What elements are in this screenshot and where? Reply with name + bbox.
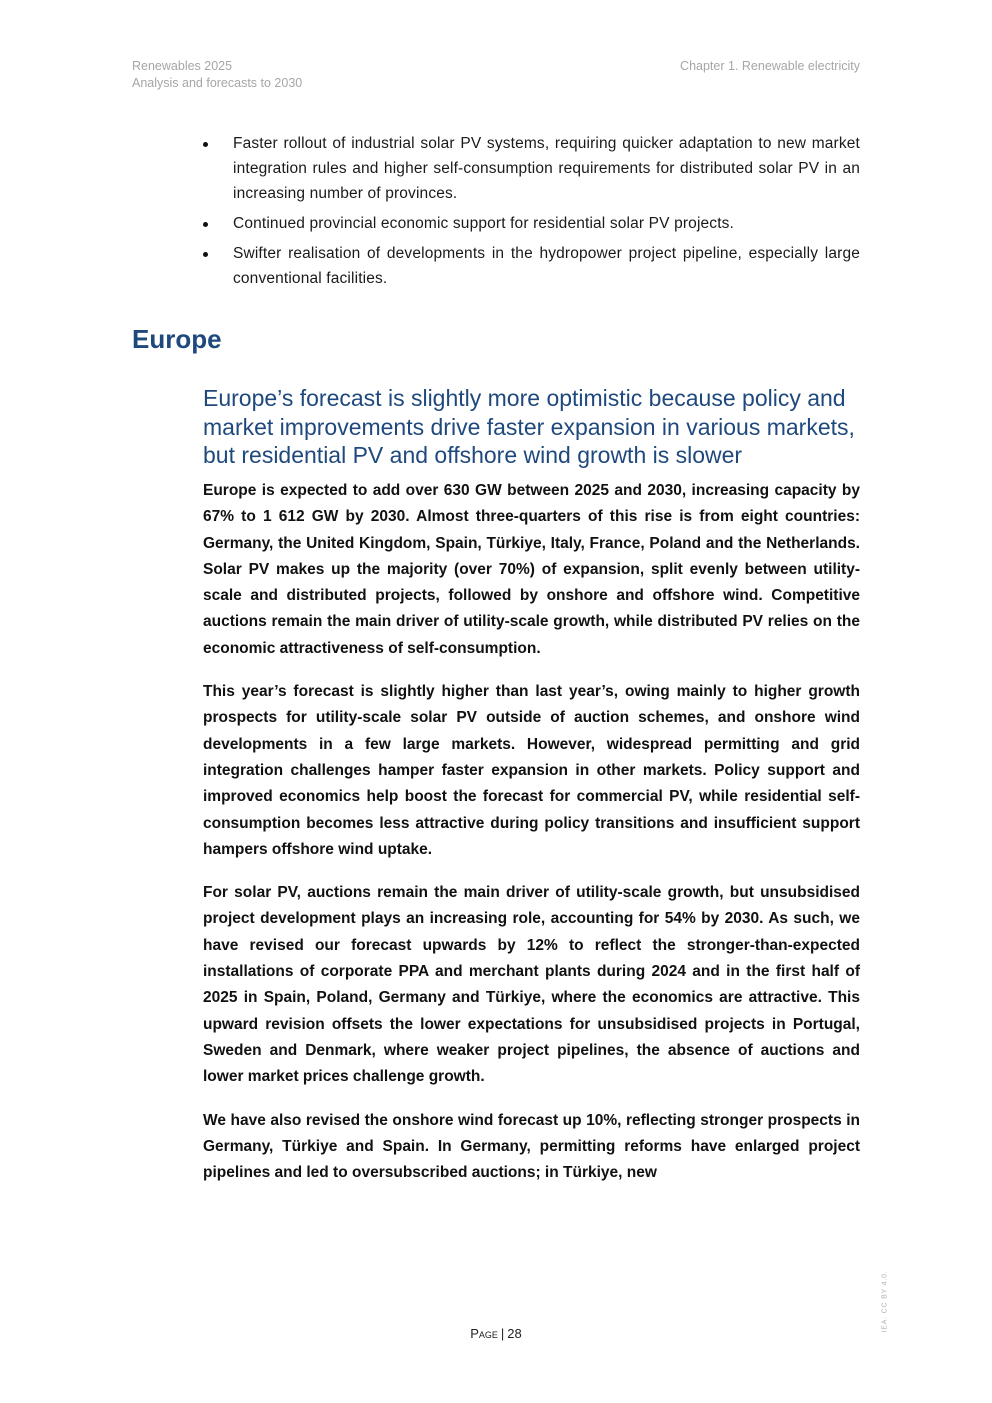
chapter-title: Chapter 1. Renewable electricity [680, 59, 860, 73]
body-text [203, 478, 860, 1203]
bullet-item [203, 211, 860, 236]
bullet-item [203, 131, 860, 206]
paragraph: We have also revised the onshore wind forecast up 10%, reflecting stronger prospects in Germany, Türkiye and Spain. In Germany, permitting reforms have enlarged project pipelines and led to oversubscribed auctions; in Türkiye, new [203, 1111, 860, 1182]
paragraph: This year’s forecast is slightly higher than last year’s, owing mainly to higher growth prospects for utility-scale solar PV outside of auction schemes, and onshore wind developments in a few large markets. However, widespread permitting and grid integration challenges hamper faster expansion in other markets. Policy support and improved economics help boost the forecast for commercial PV, while residential self-consumption becomes less attractive during policy transitions and insufficient support hampers offshore wind uptake. [203, 683, 860, 858]
bullet-icon [203, 252, 208, 257]
bullet-text: Faster rollout of industrial solar PV systems, requiring quicker adaptation to new market integration rules and higher self-consumption requirements for distributed solar PV in an increasing number of provinces. [233, 135, 860, 202]
page-number: 28 [507, 1326, 522, 1341]
license-text: IEA. CC BY 4.0. [881, 1270, 889, 1333]
running-header-right [680, 58, 860, 75]
section-subheading: Europe’s forecast is slightly more optimistic because policy and market improvements drive faster expansion in various markets, but residential PV and offshore wind growth is slower [203, 385, 855, 468]
section-title: Europe [132, 324, 222, 354]
bullet-icon [203, 222, 208, 227]
running-header-left [132, 58, 302, 92]
report-subtitle: Analysis and forecasts to 2030 [132, 76, 303, 90]
bullet-icon [203, 142, 208, 147]
paragraph: Europe is expected to add over 630 GW between 2025 and 2030, increasing capacity by 67% to 1 612 GW by 2030. Almost three-quarters of this rise is from eight countries: Germany, the United Kingdom, Spain, Türkiye, Italy, France, Poland and the Netherlands. Solar PV makes up the majority (over 70%) of expansion, split evenly between utility-scale and distributed projects, followed by onshore and offshore wind. Competitive auctions remain the main driver of utility-scale growth, while distributed PV relies on the economic attractiveness of self-consumption. [203, 482, 860, 657]
bullet-list [203, 131, 860, 296]
page-label: Page [470, 1326, 498, 1341]
bullet-item [203, 241, 860, 291]
paragraph: For solar PV, auctions remain the main driver of utility-scale growth, but unsubsidised project development plays an increasing role, accounting for 54% by 2030. As such, we have revised our forecast upwards by 12% to reflect the stronger-than-expected installations of corporate PPA and merchant plants during 2024 and in the first half of 2025 in Spain, Poland, Germany and Türkiye, where the economics are attractive. This upward revision offsets the lower expectations for unsubsidised projects in Portugal, Sweden and Denmark, where weaker project pipelines, the absence of auctions and lower market prices challenge growth. [203, 884, 860, 1086]
page-separator: | [500, 1326, 505, 1341]
page-footer [0, 1326, 992, 1341]
bullet-text: Swifter realisation of developments in the hydropower project pipeline, especially large conventional facilities. [233, 245, 860, 287]
report-title: Renewables 2025 [132, 59, 233, 73]
bullet-text: Continued provincial economic support for residential solar PV projects. [233, 215, 735, 232]
license-note [880, 1272, 890, 1334]
